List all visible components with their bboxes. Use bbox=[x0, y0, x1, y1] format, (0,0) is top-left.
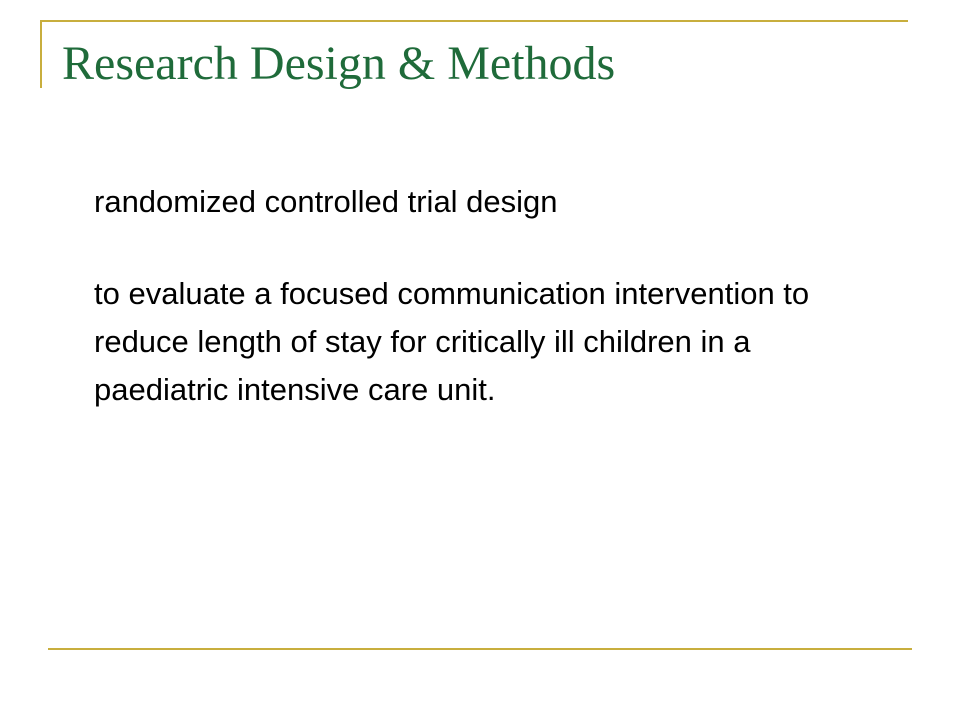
slide-body bbox=[94, 178, 874, 414]
body-paragraph-objective: to evaluate a focused communication intervention to reduce length of stay for critically ill children in a paediatric intensive care unit. bbox=[94, 276, 810, 407]
top-rule-divider bbox=[40, 20, 908, 22]
slide-title: Research Design & Methods bbox=[62, 37, 616, 90]
bottom-rule-divider bbox=[48, 648, 912, 650]
left-rule-divider bbox=[40, 20, 42, 88]
body-paragraph-design: randomized controlled trial design bbox=[94, 184, 558, 219]
